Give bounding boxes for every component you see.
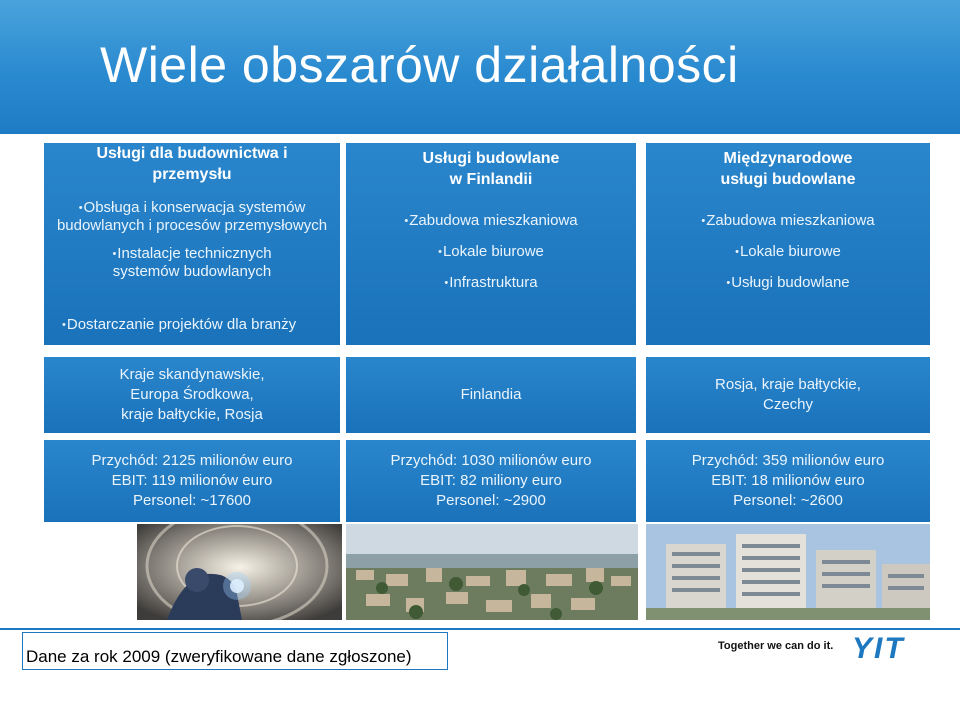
- column-services-industry: [44, 143, 340, 345]
- list-item: • Usługi budowlane: [646, 274, 930, 292]
- list-item: • Zabudowa mieszkaniowa: [646, 212, 930, 230]
- column-international-construction: [646, 143, 930, 345]
- svg-text:YIT: YIT: [852, 632, 905, 662]
- list-item: • Lokale biurowe: [646, 243, 930, 261]
- list-item: • Infrastruktura: [346, 274, 636, 292]
- list-item: • Instalacje technicznych systemów budowlanych: [44, 245, 340, 281]
- apartment-buildings-photo: [646, 524, 930, 620]
- list-item: • Zabudowa mieszkaniowa: [346, 212, 636, 230]
- revenue-box: Przychód: 2125 milionów euro EBIT: 119 milionów euro Personel: ~17600: [44, 440, 340, 522]
- column-list: [346, 212, 636, 292]
- list-item: • Lokale biurowe: [346, 243, 636, 261]
- revenue-box: Przychód: 359 milionów euro EBIT: 18 milionów euro Personel: ~2600: [646, 440, 930, 522]
- welder-photo: [137, 524, 342, 620]
- list-item: • Dostarczanie projektów dla branży: [62, 316, 296, 333]
- city-aerial-photo: [346, 524, 638, 620]
- column-list: [646, 212, 930, 292]
- divider: [0, 134, 960, 138]
- slogan: Together we can do it.: [718, 640, 834, 652]
- region-box: Finlandia: [346, 357, 636, 433]
- list-item: • Obsługa i konserwacja systemów budowlanych i procesów przemysłowych: [44, 199, 340, 235]
- data-note: Dane za rok 2009 (zweryfikowane dane zgłoszone): [22, 632, 448, 670]
- column-heading: Usługi dla budownictwa i przemysłu: [96, 145, 288, 183]
- column-heading: Międzynarodowe usługi budowlane: [720, 150, 856, 188]
- revenue-box: Przychód: 1030 milionów euro EBIT: 82 miliony euro Personel: ~2900: [346, 440, 636, 522]
- yit-logo: [852, 632, 936, 662]
- page-title: Wiele obszarów działalności: [100, 37, 739, 93]
- column-construction-finland: [346, 143, 636, 345]
- column-list: [44, 199, 340, 281]
- footer-divider: [0, 628, 960, 630]
- region-box: Kraje skandynawskie, Europa Środkowa, kraje bałtyckie, Rosja: [44, 357, 340, 433]
- column-heading: Usługi budowlane w Finlandii: [422, 150, 560, 188]
- region-box: Rosja, kraje bałtyckie, Czechy: [646, 357, 930, 433]
